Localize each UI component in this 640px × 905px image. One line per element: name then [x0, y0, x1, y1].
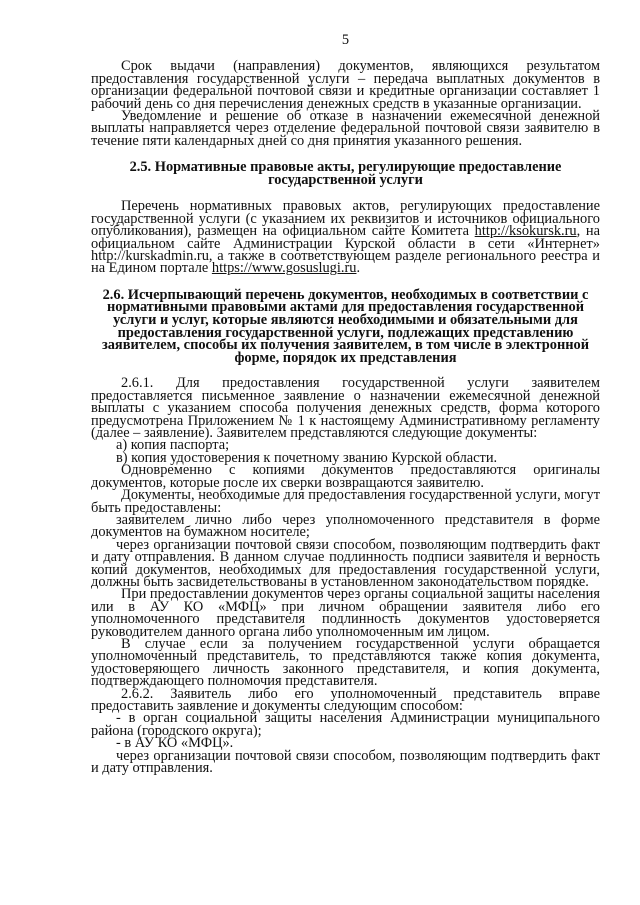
paragraph-2-6-2: 2.6.2. Заявитель либо его уполномоченный представитель вправе предоставить заявление и документы следующим способом:	[91, 685, 600, 714]
legal-acts-text-c: .	[356, 260, 361, 277]
document-page	[91, 32, 600, 777]
paragraph-post-delivery: через организации почтовой связи способом, позволяющим подтвердить факт и дату отправления.	[91, 747, 600, 777]
heading-2-5: 2.5. Нормативные правовые акты, регулирующие предоставление государственной услуги	[129, 159, 562, 188]
link-gosuslugi[interactable]: https://www.gosuslugi.ru	[211, 260, 357, 277]
paragraph-social-protection: При предоставлении документов через органы социальной защиты населения или в АУ КО «МФЦ» при личном обращении заявителя либо его уполномоченного представителя подлинность документов удостоверяется руководителем данного органа либо уполномоченным им лицом.	[91, 586, 600, 640]
link-ksokursk[interactable]: http://ksokursk.ru	[474, 223, 577, 240]
list-item-passport: а) копия паспорта;	[116, 437, 230, 454]
paragraph-legal-acts	[91, 198, 600, 277]
paragraph-documents-ways: Документы, необходимые для предоставления государственной услуги, могут быть предоставлены:	[91, 487, 600, 516]
legal-acts-text-a: Перечень нормативных правовых актов, регулирующих предоставление государственной услуги (с указанием их реквизитов и источников официального опубликования), размещен на официальном сайте Комитета	[91, 198, 600, 240]
bullet-social-organ: - в орган социальной защиты населения Администрации муниципального района (городского округа);	[91, 710, 600, 739]
paragraph-by-post: через организации почтовой связи способом, позволяющим подтвердить факт и дату отправления. В данном случае подлинность подписи заявителя и верность копий документов, необходимых для предоставления государственной услуги, должны быть засвидетельствованы в установленном законодательством порядке.	[91, 536, 600, 590]
legal-acts-text-b: , на официальном сайте Администрации Курской области в сети «Интернет» http://kurskadmin.ru, а также в соответствующем разделе регионального реестра и на Едином портале	[91, 223, 600, 277]
bullet-mfc: - в АУ КО «МФЦ».	[116, 735, 234, 752]
list-item-certificate: в) копия удостоверения к почетному званию Курской области.	[116, 449, 498, 466]
paragraph-in-person: заявителем лично либо через уполномоченного представителя в форме документов на бумажном носителе;	[91, 511, 600, 541]
page-number: 5	[341, 32, 350, 48]
paragraph-refusal-notice: Уведомление и решение об отказе в назначении ежемесячной денежной выплаты направляется через отделение федеральной почтовой связи заявителю в течение пяти календарных дней со дня принятия указанного решения.	[91, 108, 600, 149]
heading-2-6: 2.6. Исчерпывающий перечень документов, необходимых в соответствии с нормативными правовыми актами для предоставления государственной услуги и услуг, которые являются необходимыми и обязательными для предоставления государственной услуги, подлежащих представлению заявителем, способы их получения заявителем, в том числе в электронной форме, порядок их представления	[101, 286, 590, 366]
paragraph-originals: Одновременно с копиями документов предоставляются оригиналы документов, которые после их сверки возвращаются заявителю.	[91, 462, 600, 491]
paragraph-delivery-term: Срок выдачи (направления) документов, являющихся результатом предоставления государственной услуги – передача выплатных документов в организации федеральной почтовой связи и кредитные организации составляет 1 рабочий день со дня перечисления денежных средств в указанные организации.	[91, 58, 600, 112]
paragraph-2-6-1: 2.6.1. Для предоставления государственной услуги заявителем предоставляется письменное заявление о назначении ежемесячной денежной выплаты с указанием способа получения денежных средств, форма которого предусмотрена Приложением № 1 к настоящему Административному регламенту (далее – заявление). Заявителем представляются следующие документы:	[91, 375, 600, 442]
paragraph-representative: В случае если за получением государственной услуги обращается уполномоченный представитель, то представляются также копия документа, удостоверяющего личность законного представителя, и копия документа, подтверждающего полномочия представителя.	[91, 635, 600, 690]
